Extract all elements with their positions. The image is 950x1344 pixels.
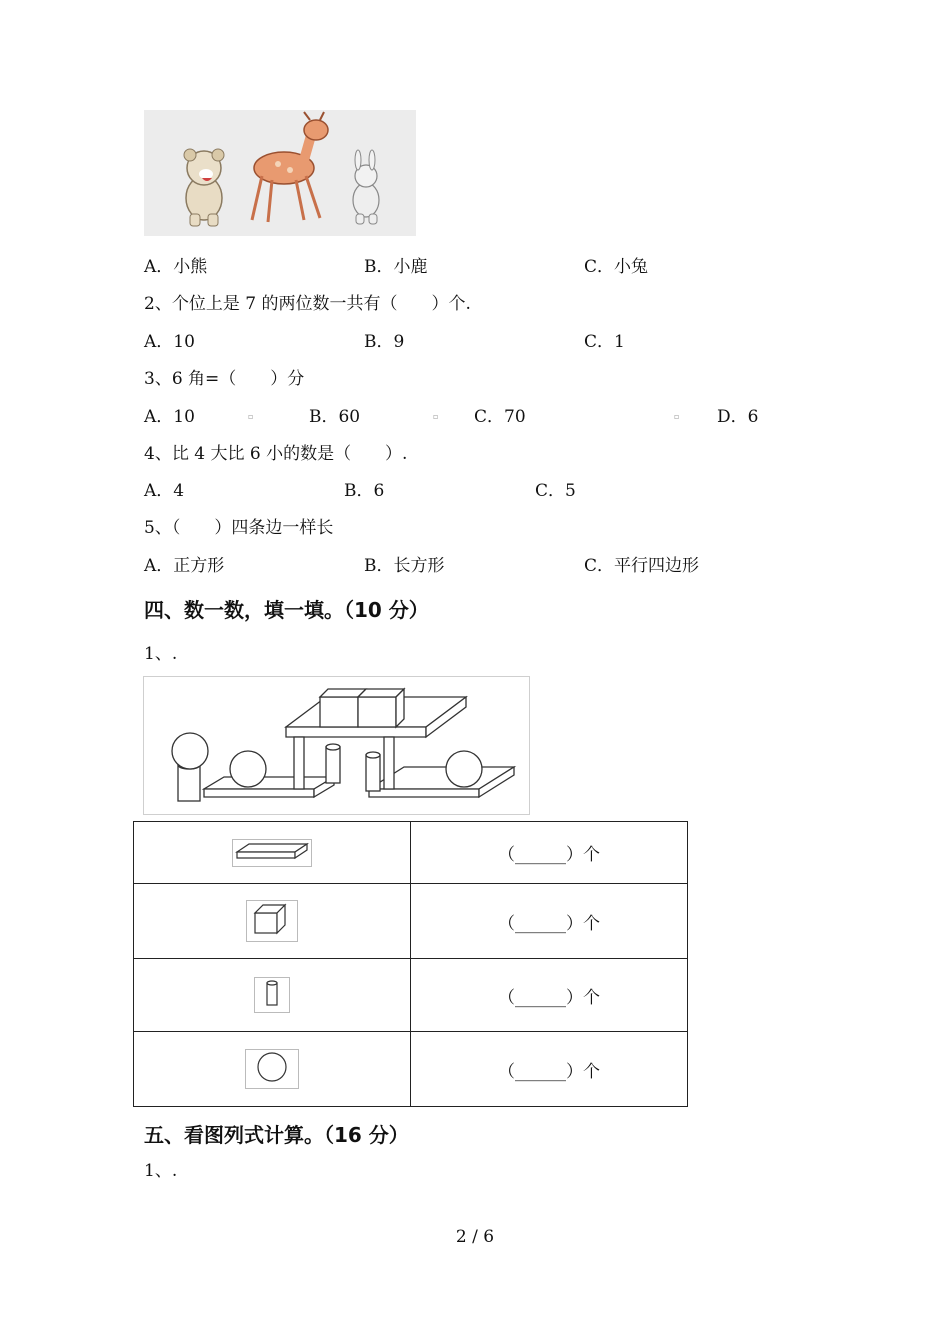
- section5-item: 1、.: [144, 1161, 178, 1181]
- q1-option-c[interactable]: C．小兔: [584, 257, 649, 277]
- q4-option-c[interactable]: C．5: [535, 481, 576, 501]
- q3-option-c[interactable]: C．70: [474, 407, 526, 427]
- q2-option-a[interactable]: A．10: [144, 332, 195, 352]
- section4-item: 1、.: [144, 644, 178, 664]
- q4-option-b[interactable]: B．6: [344, 481, 385, 501]
- q5-option-c[interactable]: C．平行四边形: [584, 556, 700, 576]
- table-row: [134, 1032, 688, 1107]
- bear-icon: [184, 149, 224, 226]
- animals-picture: [144, 110, 416, 236]
- cuboid-icon: [204, 777, 334, 797]
- cube-count-blank[interactable]: （______）个: [411, 884, 688, 959]
- q4-text: 4、比 4 大比 6 小的数是（ ）.: [144, 444, 408, 464]
- cylinder-icon: [254, 977, 290, 1013]
- section4-heading: 四、数一数，填一填。（10 分）: [144, 598, 429, 622]
- table-row: [134, 822, 688, 884]
- cuboid-icon: [232, 839, 312, 867]
- cylinder-icon: [326, 744, 340, 783]
- sphere-icon: [245, 1049, 299, 1089]
- cuboid-count-blank[interactable]: （______）个: [411, 822, 688, 884]
- table-row: [134, 884, 688, 959]
- counting-table: [133, 821, 688, 1107]
- q1-option-a[interactable]: A．小熊: [144, 257, 208, 277]
- cube-icon: [246, 900, 298, 942]
- q5-option-b[interactable]: B．长方形: [364, 556, 445, 576]
- placeholder-dot-icon: ▫: [433, 412, 439, 421]
- q5-option-a[interactable]: A．正方形: [144, 556, 225, 576]
- q3-option-a[interactable]: A．10: [144, 407, 195, 427]
- sphere-icon: [172, 733, 208, 769]
- sphere-icon: [446, 751, 482, 787]
- placeholder-dot-icon: ▫: [248, 412, 254, 421]
- q2-option-c[interactable]: C．1: [584, 332, 625, 352]
- q3-option-b[interactable]: B．60: [309, 407, 361, 427]
- q1-option-b[interactable]: B．小鹿: [364, 257, 428, 277]
- q3-text: 3、6 角=（ ）分: [144, 369, 305, 389]
- block-scene-picture: [143, 676, 530, 815]
- page-number: 2 / 6: [455, 1227, 495, 1247]
- q2-option-b[interactable]: B．9: [364, 332, 405, 352]
- q4-option-a[interactable]: A．4: [144, 481, 185, 501]
- deer-icon: [252, 112, 328, 222]
- q2-text: 2、个位上是 7 的两位数一共有（ ）个.: [144, 294, 471, 314]
- q3-option-d[interactable]: D．6: [717, 407, 759, 427]
- section5-heading: 五、看图列式计算。（16 分）: [144, 1123, 409, 1147]
- cylinder-icon: [366, 752, 380, 791]
- cube-icon: [358, 689, 404, 727]
- cylinder-count-blank[interactable]: （______）个: [411, 959, 688, 1032]
- q5-text: 5、（ ）四条边一样长: [144, 518, 334, 538]
- rabbit-icon: [353, 150, 379, 224]
- placeholder-dot-icon: ▫: [674, 412, 680, 421]
- table-row: [134, 959, 688, 1032]
- sphere-icon: [230, 751, 266, 787]
- sphere-count-blank[interactable]: （______）个: [411, 1032, 688, 1107]
